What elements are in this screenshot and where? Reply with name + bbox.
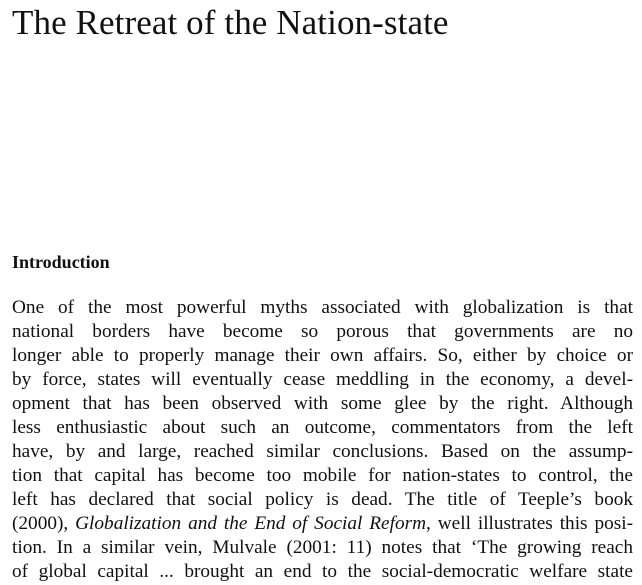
paragraph-line: have, by and large, reached similar conclusions. Based on the assump- xyxy=(12,441,633,462)
book-title: Globalization and the End of Social Reform xyxy=(75,513,427,534)
paragraph-line: tion that capital has become too mobile for nation-states to control, the xyxy=(12,465,633,486)
paragraph-line: left has declared that social policy is dead. The title of Teeple’s book xyxy=(12,489,633,510)
paragraph-line: tion. In a similar vein, Mulvale (2001: 11) notes that ‘The growing reach xyxy=(12,537,633,558)
paragraph-line: national borders have become so porous that governments are no xyxy=(12,321,633,342)
line-continuation: , well illustrates this posi- xyxy=(426,513,634,534)
body-paragraph xyxy=(12,296,633,584)
paragraph-line: less enthusiastic about such an outcome, commentators from the left xyxy=(12,417,633,438)
citation-year: (2000), xyxy=(12,513,76,534)
chapter-title: The Retreat of the Nation-state xyxy=(12,3,449,42)
paragraph-line-with-book-title xyxy=(12,512,633,536)
paragraph-line: of global capital ... brought an end to the social-democratic welfare state xyxy=(12,561,633,582)
section-heading: Introduction xyxy=(12,252,110,272)
paragraph-line: One of the most powerful myths associated with globalization is that xyxy=(12,297,633,318)
paragraph-line: by force, states will eventually cease meddling in the economy, a devel- xyxy=(12,369,633,390)
paragraph-line: longer able to properly manage their own affairs. So, either by choice or xyxy=(12,345,633,366)
paragraph-line: opment that has been observed with some glee by the right. Although xyxy=(12,393,633,414)
